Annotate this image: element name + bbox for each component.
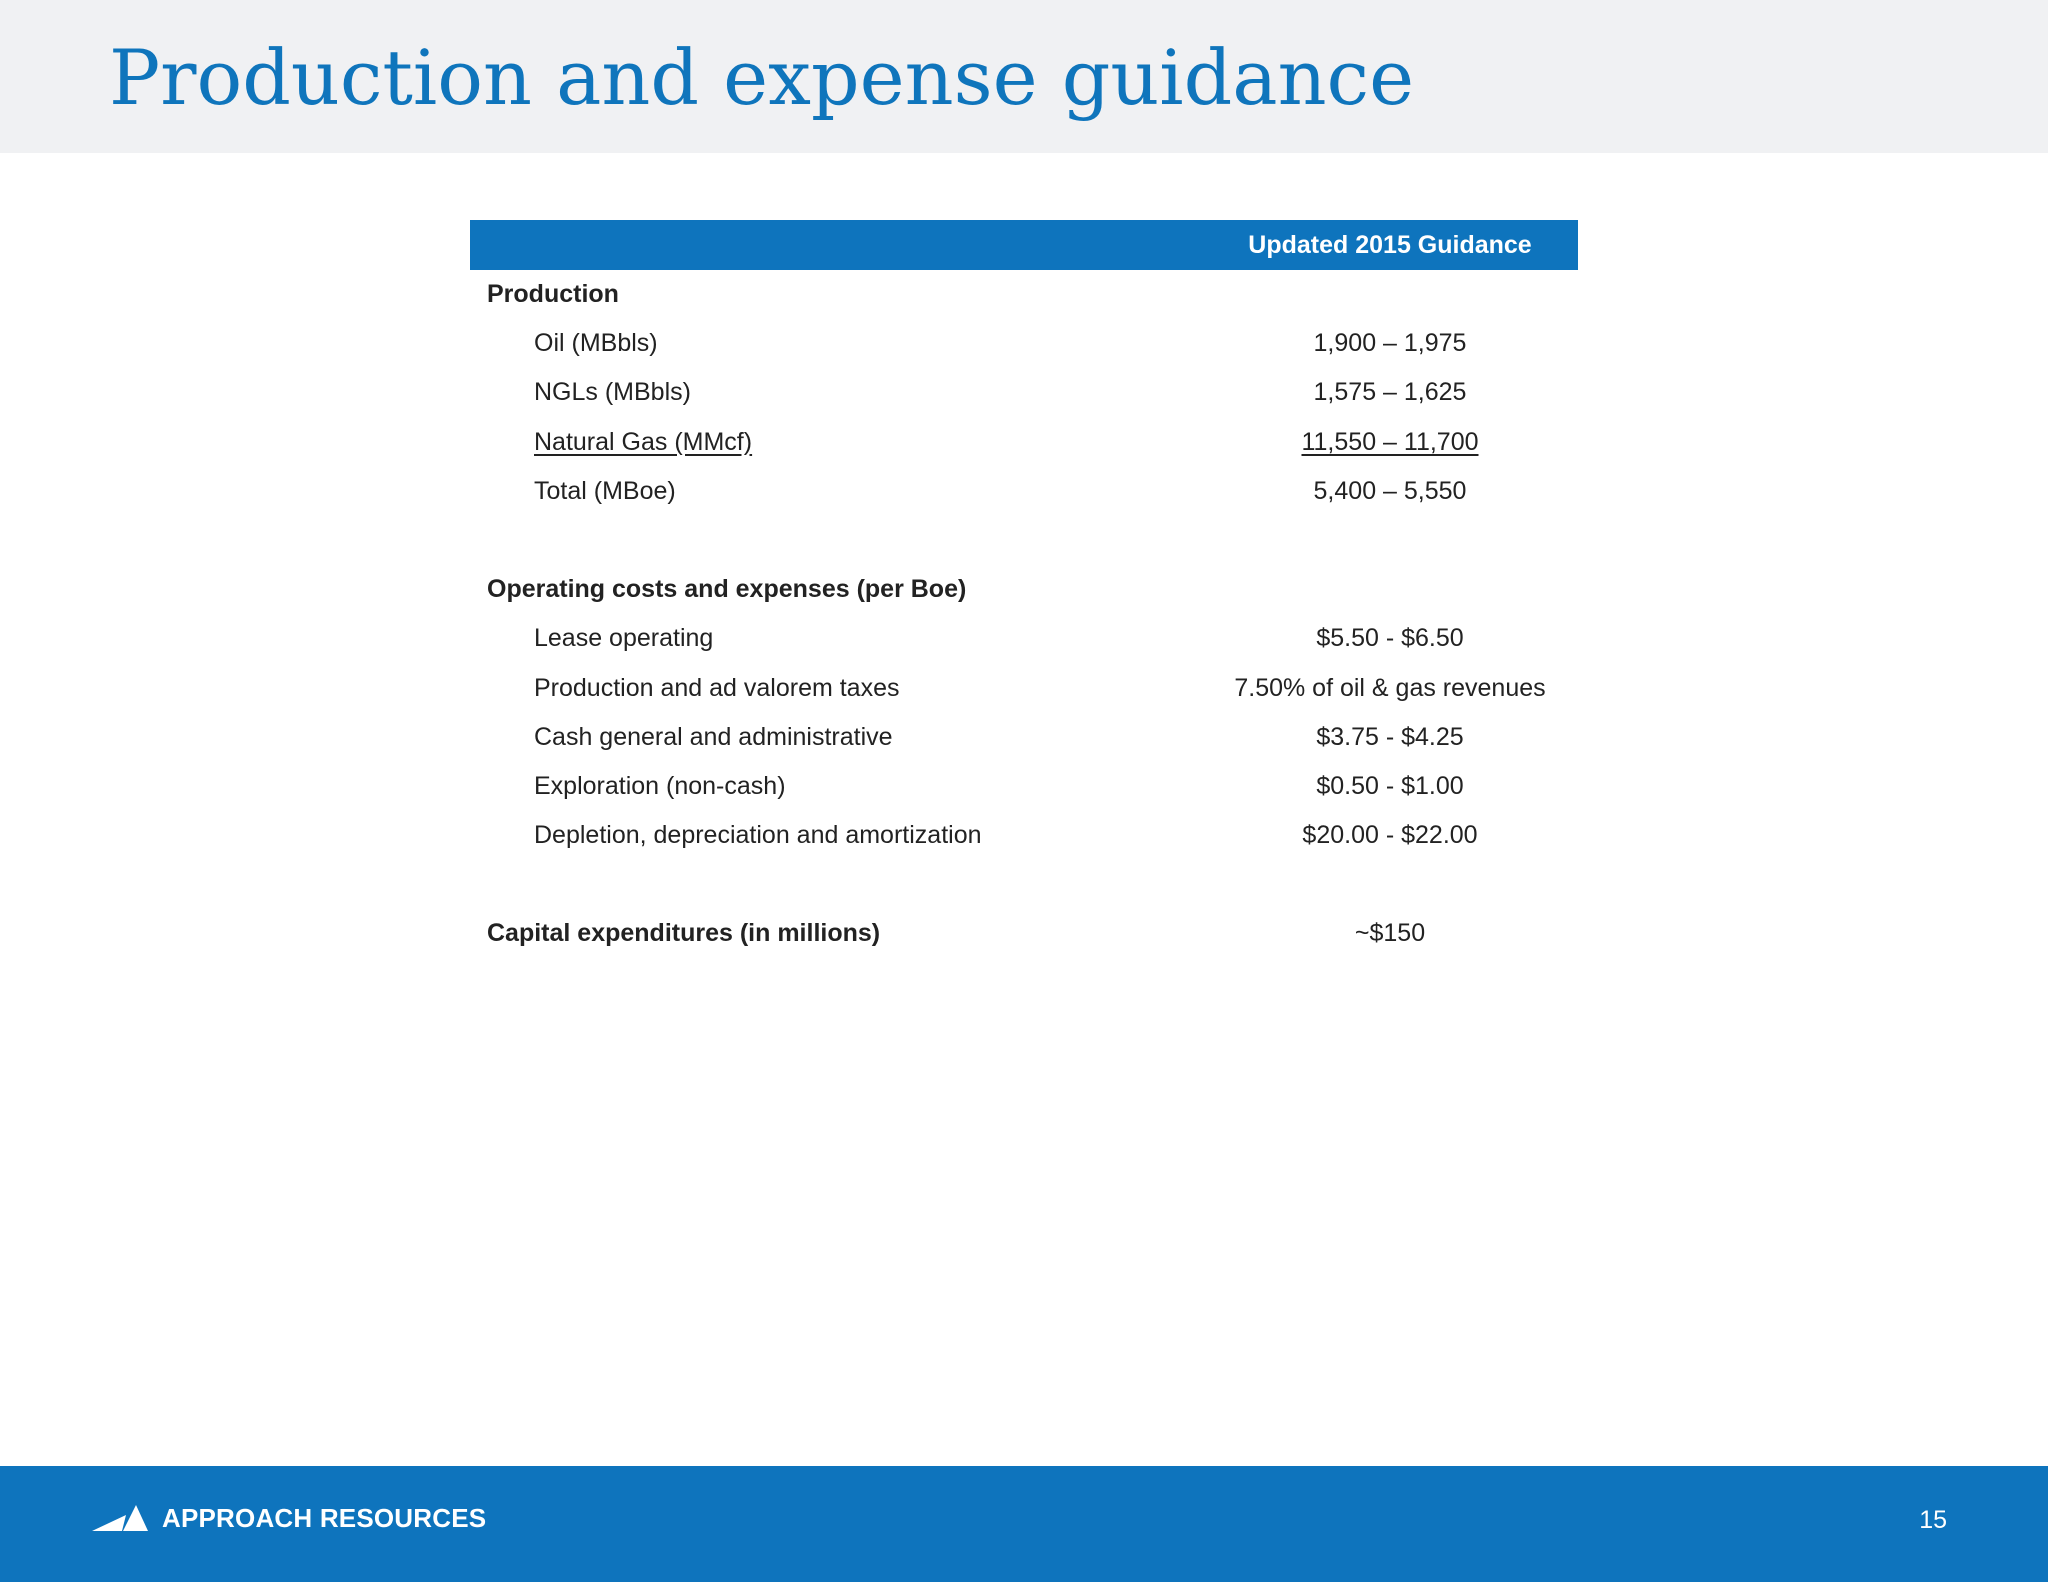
row-value: 5,400 – 5,550 <box>1313 476 1467 505</box>
row-label: Cash general and administrative <box>534 722 893 751</box>
row-value: 1,575 – 1,625 <box>1313 378 1467 407</box>
row-label: Capital expenditures (in millions) <box>487 919 881 948</box>
row-label: NGLs (MBbls) <box>534 378 691 407</box>
row-value: ~$150 <box>1354 919 1426 948</box>
row-value: 11,550 – 11,700 <box>1301 427 1479 456</box>
table-row-total <box>470 467 1578 516</box>
table-row <box>470 664 1578 713</box>
company-logo <box>92 1498 486 1538</box>
table-row-capex <box>470 909 1578 958</box>
row-label: Oil (MBbls) <box>534 329 658 358</box>
row-label: Production and ad valorem taxes <box>534 673 900 702</box>
guidance-table <box>470 220 1578 959</box>
table-row <box>470 762 1578 811</box>
company-name: APPROACH RESOURCES <box>162 1502 487 1533</box>
row-value: $3.75 - $4.25 <box>1316 722 1464 751</box>
row-value: $0.50 - $1.00 <box>1316 771 1464 800</box>
spacer-row <box>470 516 1578 565</box>
section-heading-production <box>470 270 1578 319</box>
table-row <box>470 418 1578 467</box>
table-row <box>470 614 1578 663</box>
page-number: 15 <box>1919 1506 1947 1534</box>
table-header <box>470 220 1578 270</box>
table-row <box>470 319 1578 368</box>
section-heading-operating <box>470 565 1578 614</box>
mountain-peak-icon <box>92 1505 148 1531</box>
row-label: Exploration (non-cash) <box>534 771 786 800</box>
row-value: 7.50% of oil & gas revenues <box>1234 673 1546 702</box>
row-label: Depletion, depreciation and amortization <box>534 821 982 850</box>
section-heading: Production <box>487 280 619 308</box>
row-value: $5.50 - $6.50 <box>1316 624 1464 653</box>
row-value: 1,900 – 1,975 <box>1313 329 1467 358</box>
row-value: $20.00 - $22.00 <box>1302 821 1478 850</box>
table-row <box>470 811 1578 860</box>
slide-title: Production and expense guidance <box>109 33 1415 122</box>
row-label: Total (MBoe) <box>534 476 676 505</box>
table-row <box>470 368 1578 417</box>
section-heading: Operating costs and expenses (per Boe) <box>487 575 967 604</box>
table-row <box>470 713 1578 762</box>
column-header: Updated 2015 Guidance <box>1248 231 1532 259</box>
spacer-row <box>470 860 1578 909</box>
row-label: Lease operating <box>534 624 714 653</box>
row-label: Natural Gas (MMcf) <box>534 427 753 456</box>
